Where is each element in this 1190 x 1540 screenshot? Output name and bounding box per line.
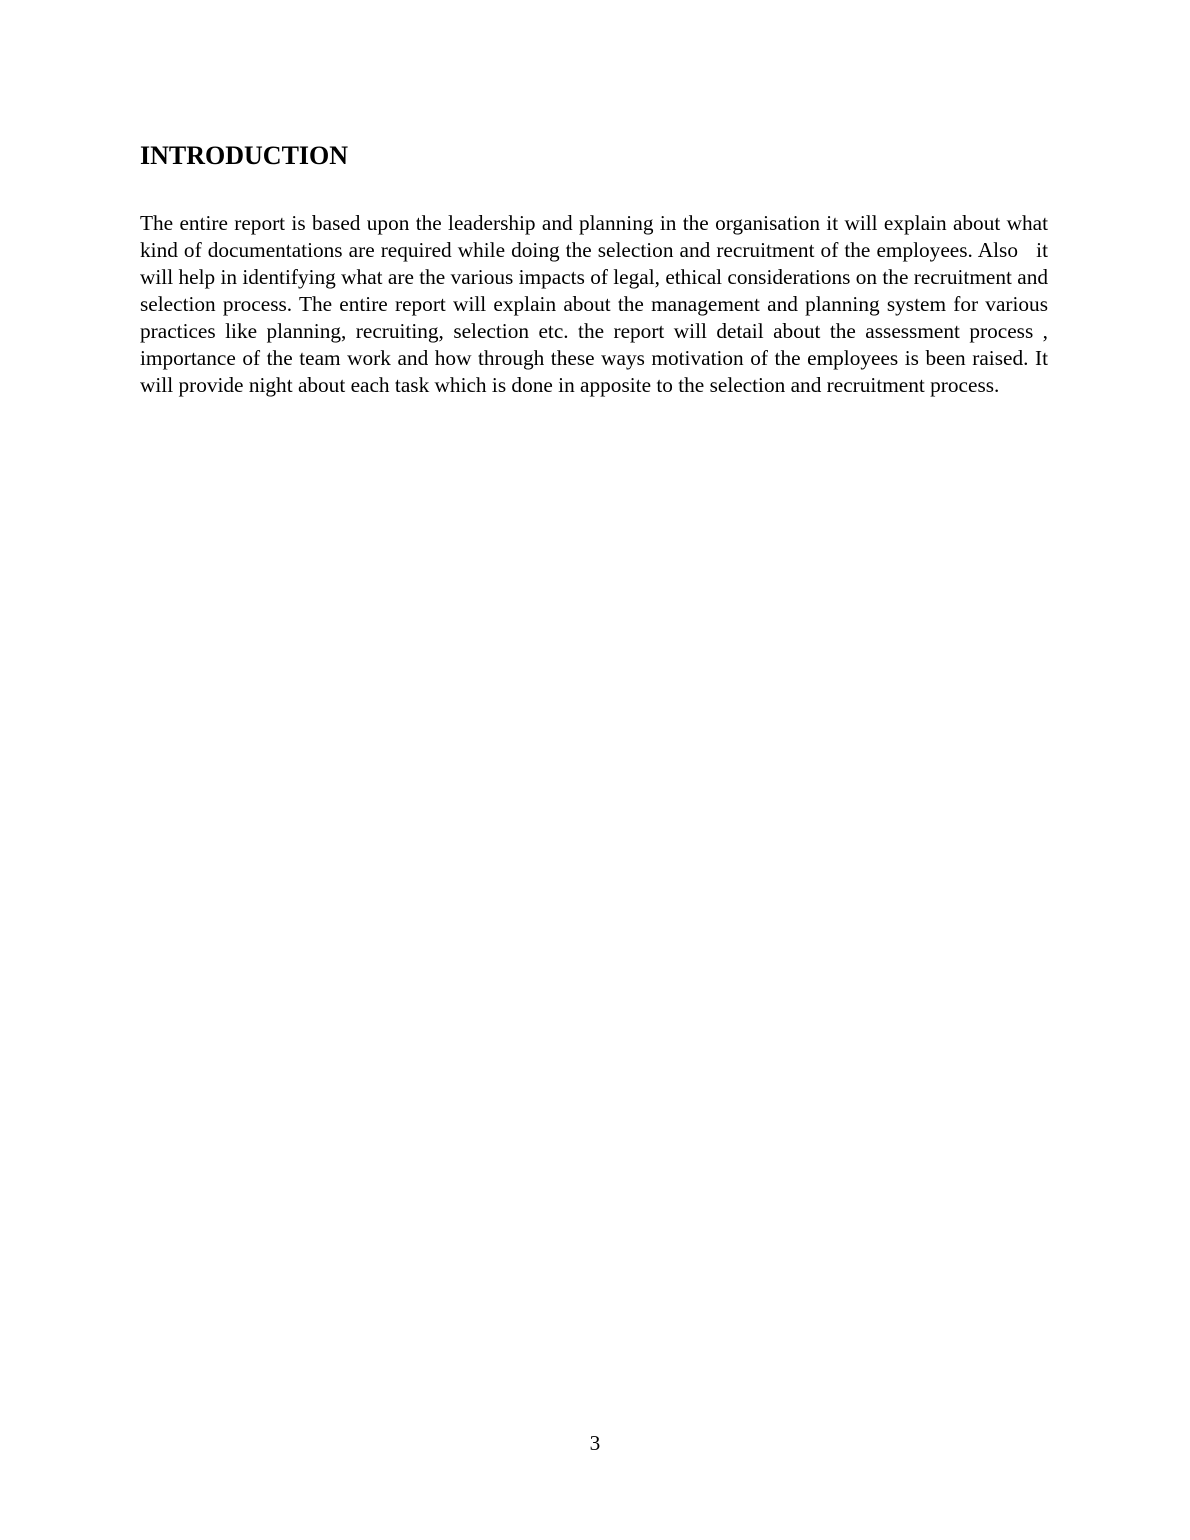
page-number: 3 bbox=[589, 1431, 601, 1455]
body-paragraph: The entire report is based upon the leadership and planning in the organisation it will explain about what kind of documentations are required while doing the selection and recruitment of the employees. Also it will help in identifying what are the various impacts of legal, ethical considerations on the recruitment and selection process. The entire report will explain about the management and planning system for various practices like planning, recruiting, selection etc. the report will detail about the assessment process , importance of the team work and how through these ways motivation of the employees is been raised. It will provide night about each task which is done in apposite to the selection and recruitment process. bbox=[140, 211, 1054, 397]
section-heading: INTRODUCTION bbox=[140, 141, 349, 170]
